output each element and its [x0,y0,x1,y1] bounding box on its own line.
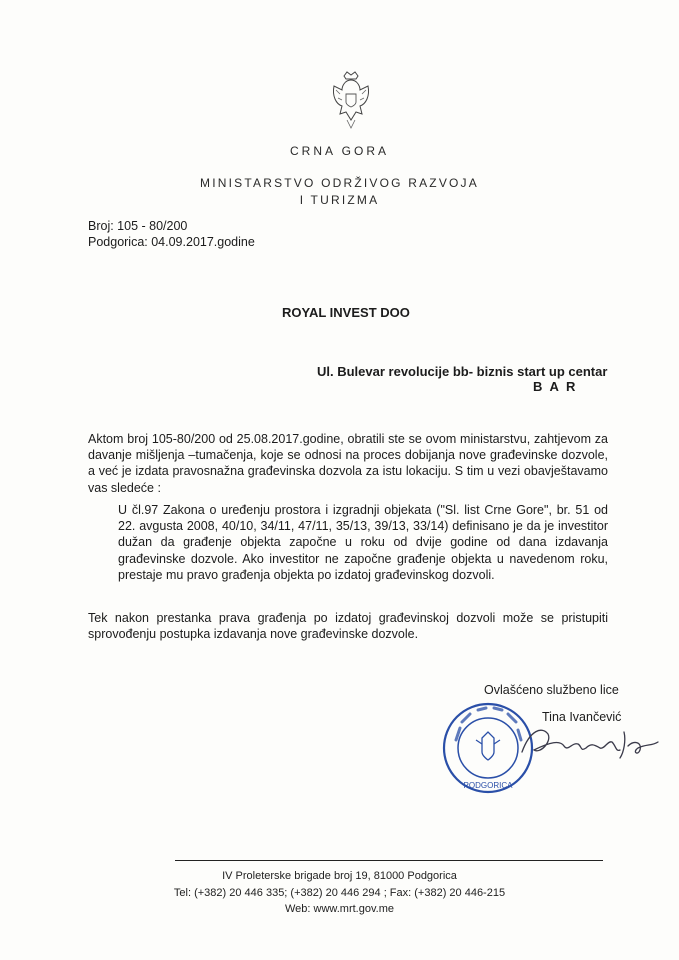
footer-address: IV Proleterske brigade broj 19, 81000 Podgorica [222,870,457,882]
recipient-city: B A R [533,379,578,394]
reference-number: Broj: 105 - 80/200 [88,219,188,233]
stamp-city: PODGORICA [463,781,513,790]
body-paragraph-3: Tek nakon prestanka prava građenja po izdatoj građevinskoj dozvoli može se pristupiti sprovođenju postupka izdavanja nove građevinske dozvole. [88,611,608,642]
recipient-company: ROYAL INVEST DOO [282,305,410,320]
ministry-name-cont: I TURIZMA [299,193,380,207]
coat-of-arms-icon [330,70,372,132]
place-date: Podgorica: 04.09.2017.godine [88,235,255,249]
signatory-title: Ovlašćeno službeno lice [484,683,619,697]
country-name: CRNA GORA [289,144,389,158]
recipient-address: Ul. Bulevar revolucije bb- biznis start up centar [317,364,608,379]
handwritten-signature [520,712,660,772]
footer-divider [175,860,603,861]
footer-phones: Tel: (+382) 20 446 335; (+382) 20 446 294 ; Fax: (+382) 20 446-215 [173,887,506,899]
footer-web: Web: www.mrt.gov.me [284,903,394,915]
body-paragraph-2: U čl.97 Zakona o uređenju prostora i izgradnji objekata ("Sl. list Crne Gore", br. 51 od 22. avgusta 2008, 40/10, 34/11, 47/11, 35/13, 39/13, 33/14) definisano je da je investitor dužan da građenje objekta započne u roku od dvije godine od dana izdavanja građevinske dozvole. Ako investitor ne započne građenje objekta u navedenom roku, prestaje mu pravo građenja objekta po izdatoj građevinskog dozvoli. [118,503,608,582]
ministry-name: MINISTARSTVO ODRŽIVOG RAZVOJA [200,176,479,190]
body-paragraph-1: Aktom broj 105-80/200 od 25.08.2017.godine, obratili ste se ovom ministarstvu, zahtjevom za davanje mišljenja –tumačenja, koje se odnosi na proces dobijanja nove građevinske dozvole, a već je izdata pravosnažna građevinska dozvola za istu lokaciju. S tim u vezi obavještavamo vas sledeće : [88,432,608,495]
signatory-name: Tina Ivančević [542,710,622,724]
